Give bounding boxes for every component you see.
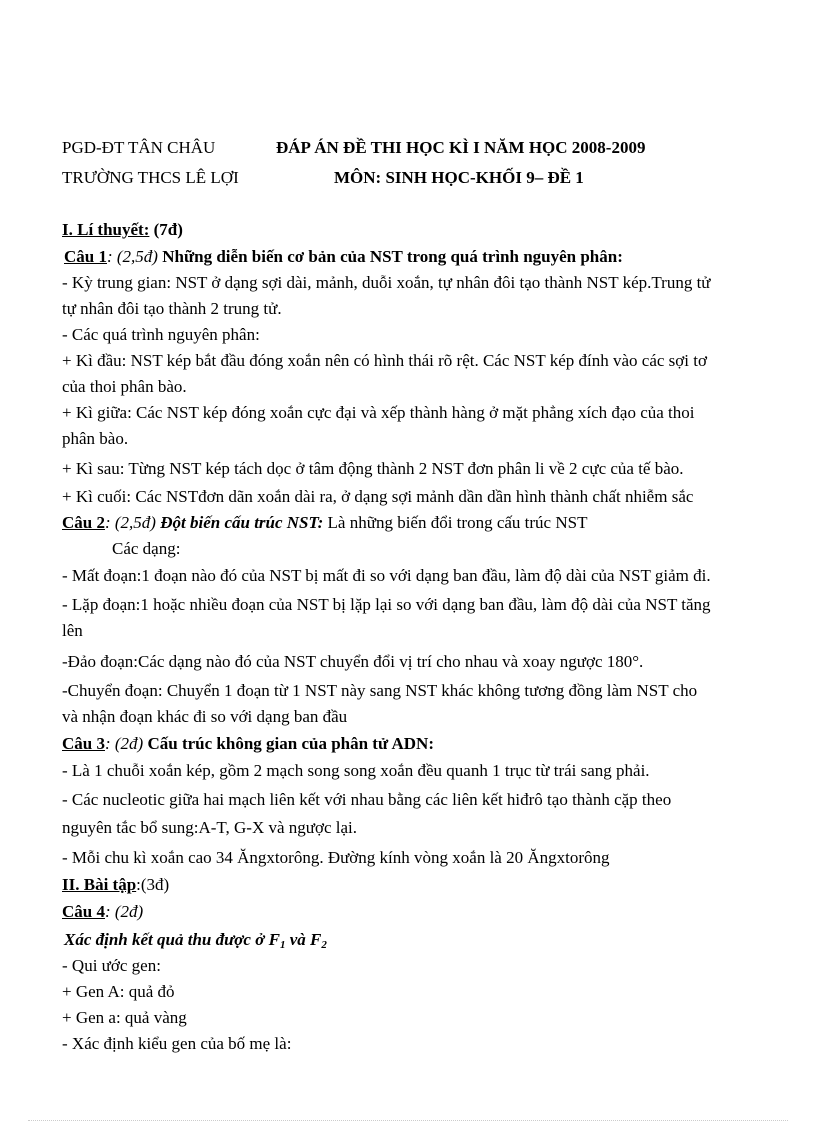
header-left-2: TRƯỜNG THCS LÊ LỢI xyxy=(62,168,239,187)
question-4-label: Câu 4 xyxy=(62,902,105,921)
q4-line: + Gen A: quả đỏ xyxy=(62,982,175,1001)
question-3-points: : (2đ) xyxy=(104,734,144,753)
q2-line: và nhận đoạn khác đi so với dạng ban đầu xyxy=(62,707,348,726)
question-2-points: : (2,5đ) xyxy=(104,513,156,532)
q3-line: - Mỗi chu kì xoắn cao 34 Ăngxtorông. Đường kính vòng xoắn là 20 Ăngxtorông xyxy=(62,848,610,867)
q2-line: -Đảo đoạn:Các dạng nào đó của NST chuyển đổi vị trí cho nhau và xoay ngược 180°. xyxy=(62,652,644,671)
q4-line: + Gen a: quả vàng xyxy=(62,1008,187,1027)
q2-line: - Mất đoạn:1 đoạn nào đó của NST bị mất đi so với dạng ban đầu, làm độ dài của NST giảm đi. xyxy=(62,566,711,585)
q4-title-part: và F xyxy=(285,930,322,949)
q1-line: phân bào. xyxy=(62,429,129,448)
section-1-title: I. Lí thuyết: xyxy=(62,220,150,239)
q1-line: + Kì sau: Từng NST kép tách dọc ở tâm động thành 2 NST đơn phân li về 2 cực của tế bào. xyxy=(62,459,684,478)
question-4-heading xyxy=(62,902,782,922)
q4-line: - Qui ước gen: xyxy=(62,956,161,975)
q1-line: - Các quá trình nguyên phân: xyxy=(62,325,260,344)
q1-line: + Kì cuối: Các NSTđơn dãn xoắn dài ra, ở dạng sợi mảnh dần dần hình thành chất nhiễm sắc xyxy=(62,487,694,506)
question-4-title xyxy=(64,930,784,955)
q1-line: + Kì đầu: NST kép bắt đầu đóng xoắn nên có hình thái rõ rệt. Các NST kép đính vào các sợi tơ xyxy=(62,351,707,370)
question-2-term: Đột biến cấu trúc NST: xyxy=(155,513,324,532)
header-right-2: MÔN: SINH HỌC-KHỐI 9– ĐỀ 1 xyxy=(334,168,584,187)
q3-line: nguyên tắc bổ sung:A-T, G-X và ngược lại. xyxy=(62,818,358,837)
question-3-title: Cấu trúc không gian của phân tử ADN: xyxy=(143,734,434,753)
question-1-title: Những diễn biến cơ bản của NST trong quá trình nguyên phân: xyxy=(157,247,623,266)
section-2-heading xyxy=(62,875,782,895)
question-1-label: Câu 1 xyxy=(64,247,107,266)
question-2-heading xyxy=(62,513,782,533)
question-4-points: : (2đ) xyxy=(104,902,144,921)
q4-line: - Xác định kiểu gen của bố mẹ là: xyxy=(62,1034,292,1053)
q3-line: - Các nucleotic giữa hai mạch liên kết với nhau bằng các liên kết hiđrô tạo thành cặp theo xyxy=(62,790,672,809)
question-2-definition: Là những biến đổi trong cấu trúc NST xyxy=(323,513,588,532)
q4-title-sub: 2 xyxy=(321,939,327,951)
q2-line: -Chuyển đoạn: Chuyển 1 đoạn từ 1 NST này sang NST khác không tương đồng làm NST cho xyxy=(62,681,698,700)
q1-line: + Kì giữa: Các NST kép đóng xoắn cực đại và xếp thành hàng ở mặt phẳng xích đạo của thoi xyxy=(62,403,695,422)
header-left-1: PGD-ĐT TÂN CHÂU xyxy=(62,138,216,157)
question-3-heading xyxy=(62,734,782,754)
q2-forms-label: Các dạng: xyxy=(112,539,181,558)
section-2-points: :(3đ) xyxy=(136,875,170,894)
q3-line: - Là 1 chuỗi xoắn kép, gồm 2 mạch song song xoắn đều quanh 1 trục từ trái sang phải. xyxy=(62,761,650,780)
question-2-label: Câu 2 xyxy=(62,513,105,532)
question-3-label: Câu 3 xyxy=(62,734,105,753)
q4-title-part: Xác định kết quả thu được ở F xyxy=(64,930,280,949)
q2-line: - Lặp đoạn:1 hoặc nhiều đoạn của NST bị lặp lại so với dạng ban đầu, làm độ dài của NST tăng xyxy=(62,595,711,614)
q1-line: - Kỳ trung gian: NST ở dạng sợi dài, mảnh, duỗi xoắn, tự nhân đôi tạo thành NST kép.Trung tử xyxy=(62,273,711,292)
section-1-heading xyxy=(62,220,782,240)
q4-title-sub: 1 xyxy=(279,939,286,951)
question-1-points: : (2,5đ) xyxy=(106,247,158,266)
page-bottom-rule xyxy=(28,1120,788,1121)
section-2-title: II. Bài tập xyxy=(62,875,137,894)
q2-line: lên xyxy=(62,621,83,640)
question-1-heading xyxy=(64,247,784,267)
section-1-points: (7đ) xyxy=(149,220,183,239)
header-right-1: ĐÁP ÁN ĐỀ THI HỌC KÌ I NĂM HỌC 2008-2009 xyxy=(276,138,646,157)
q1-line: của thoi phân bào. xyxy=(62,377,187,396)
q1-line: tự nhân đôi tạo thành 2 trung tử. xyxy=(62,299,282,318)
